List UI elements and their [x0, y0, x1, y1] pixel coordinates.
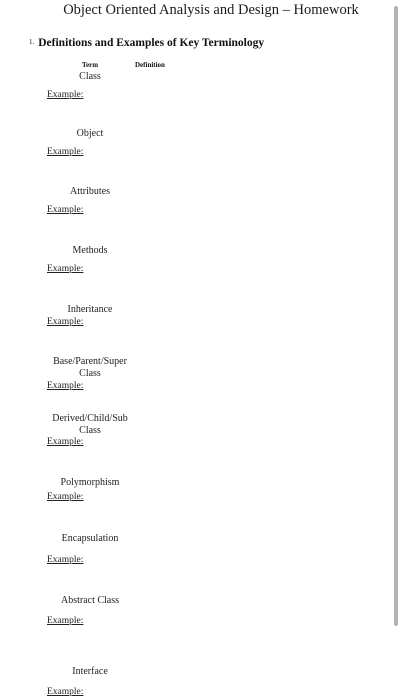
term-class: Class — [79, 71, 101, 82]
example-label-encapsulation: Example: — [47, 555, 84, 565]
section-number: 1. — [29, 38, 35, 46]
example-label-polymorphism: Example: — [47, 492, 84, 502]
example-label-methods: Example: — [47, 264, 84, 274]
term-base-class-line2: Class — [79, 368, 101, 379]
term-encapsulation: Encapsulation — [61, 533, 119, 544]
term-interface: Interface — [72, 666, 108, 677]
vertical-scrollbar[interactable] — [392, 0, 400, 700]
example-label-class: Example: — [47, 90, 84, 100]
term-polymorphism: Polymorphism — [60, 477, 120, 488]
section-title: Definitions and Examples of Key Terminology — [38, 37, 265, 49]
document-title: Object Oriented Analysis and Design – Homework — [63, 2, 359, 18]
example-label-inheritance: Example: — [47, 317, 84, 327]
term-abstract-class: Abstract Class — [60, 595, 120, 606]
column-header-term: Term — [82, 61, 99, 69]
term-methods: Methods — [72, 245, 108, 256]
section-heading — [29, 33, 264, 51]
column-header-definition: Definition — [135, 61, 165, 69]
example-label-object: Example: — [47, 147, 84, 157]
term-inheritance: Inheritance — [67, 304, 113, 315]
term-object: Object — [76, 128, 104, 139]
term-base-class-line1: Base/Parent/Super — [53, 356, 127, 367]
term-derived-class-line2: Class — [79, 425, 101, 436]
term-attributes: Attributes — [70, 186, 110, 197]
example-label-derived-class: Example: — [47, 437, 84, 447]
scrollbar-thumb[interactable] — [394, 6, 398, 626]
term-derived-class — [0, 413, 180, 437]
example-label-attributes: Example: — [47, 205, 84, 215]
term-base-class — [0, 356, 180, 380]
example-label-abstract-class: Example: — [47, 616, 84, 626]
term-derived-class-line1: Derived/Child/Sub — [52, 413, 128, 424]
example-label-base-class: Example: — [47, 381, 84, 391]
example-label-interface: Example: — [47, 687, 84, 697]
